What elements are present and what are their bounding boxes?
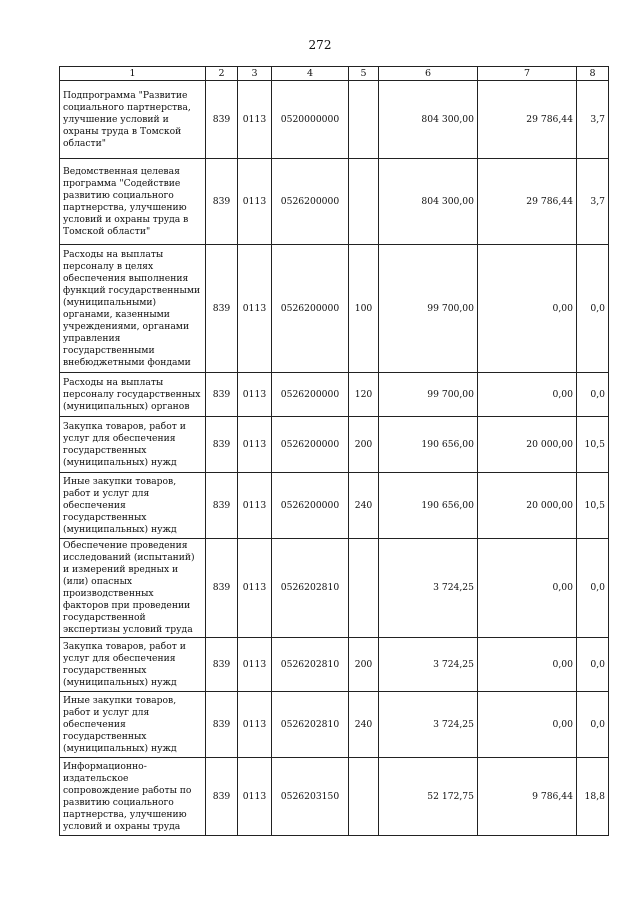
row-kind bbox=[349, 539, 379, 638]
row-fact: 20 000,00 bbox=[478, 417, 577, 473]
row-plan: 3 724,25 bbox=[379, 539, 478, 638]
row-plan: 52 172,75 bbox=[379, 758, 478, 836]
row-percent: 3,7 bbox=[577, 159, 609, 245]
row-kind bbox=[349, 159, 379, 245]
row-fact: 0,00 bbox=[478, 245, 577, 373]
row-grbs: 839 bbox=[206, 373, 238, 417]
table-row bbox=[60, 758, 609, 836]
row-plan: 190 656,00 bbox=[379, 473, 478, 539]
row-kind: 120 bbox=[349, 373, 379, 417]
column-header: 8 bbox=[577, 67, 609, 81]
row-name: Закупка товаров, работ и услуг для обеспечения государственных (муниципальных) нужд bbox=[60, 417, 206, 473]
column-header: 3 bbox=[238, 67, 272, 81]
row-section: 0113 bbox=[238, 417, 272, 473]
row-percent: 10,5 bbox=[577, 417, 609, 473]
row-target: 0526200000 bbox=[272, 373, 349, 417]
row-grbs: 839 bbox=[206, 245, 238, 373]
column-header: 6 bbox=[379, 67, 478, 81]
row-target: 0526202810 bbox=[272, 692, 349, 758]
row-kind bbox=[349, 758, 379, 836]
row-grbs: 839 bbox=[206, 417, 238, 473]
row-kind: 100 bbox=[349, 245, 379, 373]
row-grbs: 839 bbox=[206, 81, 238, 159]
table-row bbox=[60, 81, 609, 159]
row-plan: 804 300,00 bbox=[379, 159, 478, 245]
row-percent: 18,8 bbox=[577, 758, 609, 836]
table-row bbox=[60, 373, 609, 417]
row-percent: 10,5 bbox=[577, 473, 609, 539]
row-name: Ведомственная целевая программа "Содействие развитию социального партнерства, улучшению условий и охраны труда в Томской области" bbox=[60, 159, 206, 245]
column-header: 1 bbox=[60, 67, 206, 81]
row-target: 0526200000 bbox=[272, 473, 349, 539]
row-grbs: 839 bbox=[206, 692, 238, 758]
table-row bbox=[60, 473, 609, 539]
table-row bbox=[60, 417, 609, 473]
row-kind: 200 bbox=[349, 638, 379, 692]
row-section: 0113 bbox=[238, 692, 272, 758]
row-grbs: 839 bbox=[206, 758, 238, 836]
row-name: Расходы на выплаты персоналу в целях обеспечения выполнения функций государственными (муниципальными) органами, казенными учреждениями, органами управления государственными внебюджетными фондами bbox=[60, 245, 206, 373]
column-header: 5 bbox=[349, 67, 379, 81]
row-kind: 200 bbox=[349, 417, 379, 473]
row-percent: 0,0 bbox=[577, 245, 609, 373]
row-target: 0520000000 bbox=[272, 81, 349, 159]
row-name: Обеспечение проведения исследований (испытаний) и измерений вредных и (или) опасных производственных факторов при проведении государственной экспертизы условий труда bbox=[60, 539, 206, 638]
table-row bbox=[60, 539, 609, 638]
header-row bbox=[60, 67, 609, 81]
row-grbs: 839 bbox=[206, 638, 238, 692]
row-plan: 804 300,00 bbox=[379, 81, 478, 159]
column-header: 2 bbox=[206, 67, 238, 81]
row-name: Подпрограмма "Развитие социального партнерства, улучшение условий и охраны труда в Томской области" bbox=[60, 81, 206, 159]
row-target: 0526200000 bbox=[272, 159, 349, 245]
row-name: Расходы на выплаты персоналу государственных (муниципальных) органов bbox=[60, 373, 206, 417]
table-row bbox=[60, 159, 609, 245]
row-fact: 0,00 bbox=[478, 539, 577, 638]
row-name: Иные закупки товаров, работ и услуг для обеспечения государственных (муниципальных) нужд bbox=[60, 692, 206, 758]
row-section: 0113 bbox=[238, 758, 272, 836]
row-plan: 99 700,00 bbox=[379, 245, 478, 373]
row-plan: 99 700,00 bbox=[379, 373, 478, 417]
row-section: 0113 bbox=[238, 245, 272, 373]
row-section: 0113 bbox=[238, 373, 272, 417]
row-percent: 0,0 bbox=[577, 692, 609, 758]
row-grbs: 839 bbox=[206, 473, 238, 539]
row-kind: 240 bbox=[349, 473, 379, 539]
row-percent: 0,0 bbox=[577, 539, 609, 638]
column-header: 4 bbox=[272, 67, 349, 81]
table-row bbox=[60, 638, 609, 692]
row-fact: 0,00 bbox=[478, 373, 577, 417]
row-plan: 190 656,00 bbox=[379, 417, 478, 473]
row-percent: 0,0 bbox=[577, 638, 609, 692]
page-number: 272 bbox=[308, 38, 332, 52]
row-percent: 0,0 bbox=[577, 373, 609, 417]
row-section: 0113 bbox=[238, 159, 272, 245]
row-target: 0526200000 bbox=[272, 245, 349, 373]
row-name: Информационно-издательское сопровождение работы по развитию социального партнерства, улучшению условий и охраны труда bbox=[60, 758, 206, 836]
row-grbs: 839 bbox=[206, 159, 238, 245]
row-kind bbox=[349, 81, 379, 159]
row-target: 0526202810 bbox=[272, 539, 349, 638]
budget-table bbox=[59, 66, 609, 836]
row-fact: 29 786,44 bbox=[478, 159, 577, 245]
row-kind: 240 bbox=[349, 692, 379, 758]
row-fact: 0,00 bbox=[478, 638, 577, 692]
row-name: Закупка товаров, работ и услуг для обеспечения государственных (муниципальных) нужд bbox=[60, 638, 206, 692]
row-percent: 3,7 bbox=[577, 81, 609, 159]
row-fact: 9 786,44 bbox=[478, 758, 577, 836]
row-fact: 20 000,00 bbox=[478, 473, 577, 539]
row-fact: 0,00 bbox=[478, 692, 577, 758]
row-section: 0113 bbox=[238, 81, 272, 159]
row-fact: 29 786,44 bbox=[478, 81, 577, 159]
row-plan: 3 724,25 bbox=[379, 692, 478, 758]
table-row bbox=[60, 692, 609, 758]
row-name: Иные закупки товаров, работ и услуг для обеспечения государственных (муниципальных) нужд bbox=[60, 473, 206, 539]
row-target: 0526202810 bbox=[272, 638, 349, 692]
table-row bbox=[60, 245, 609, 373]
row-target: 0526200000 bbox=[272, 417, 349, 473]
column-header: 7 bbox=[478, 67, 577, 81]
row-section: 0113 bbox=[238, 473, 272, 539]
row-target: 0526203150 bbox=[272, 758, 349, 836]
row-plan: 3 724,25 bbox=[379, 638, 478, 692]
row-section: 0113 bbox=[238, 638, 272, 692]
row-grbs: 839 bbox=[206, 539, 238, 638]
row-section: 0113 bbox=[238, 539, 272, 638]
